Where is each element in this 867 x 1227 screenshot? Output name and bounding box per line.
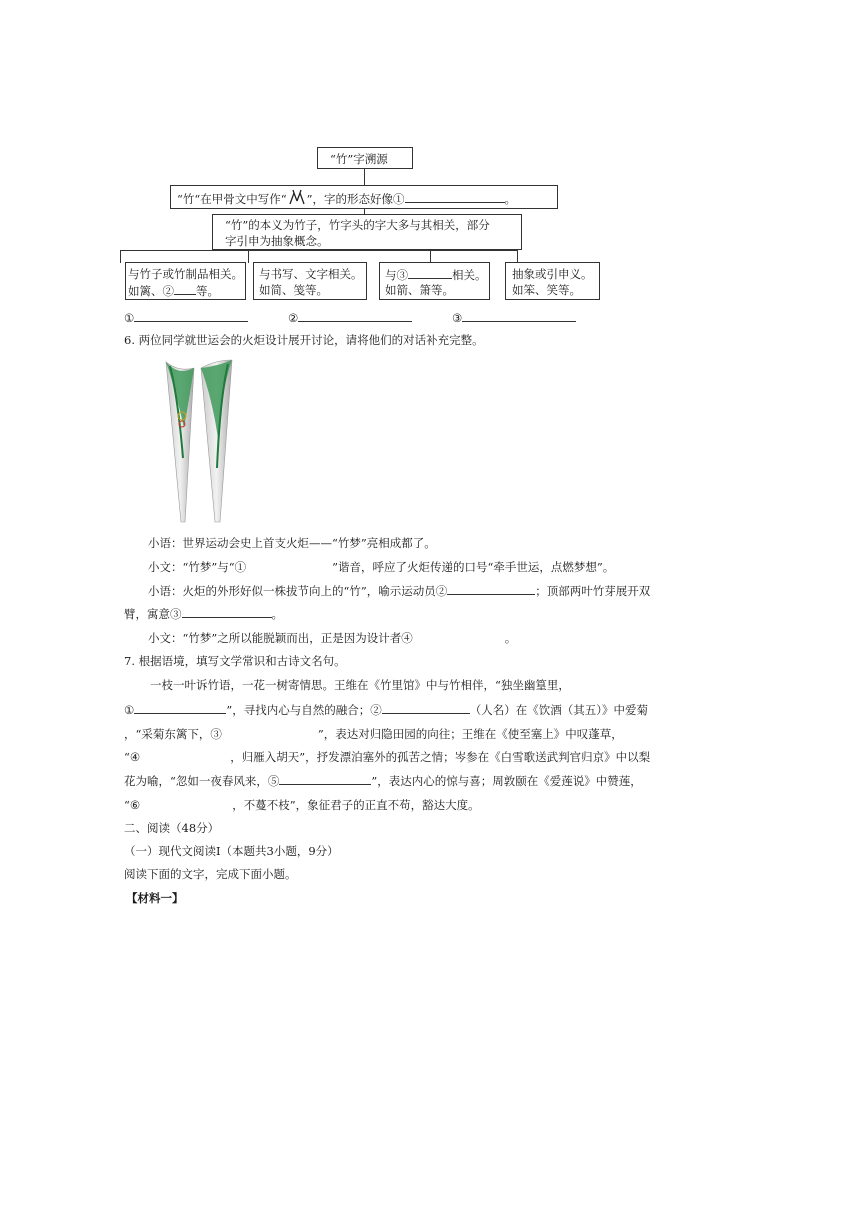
q7-line-4-a: “④ (124, 750, 141, 764)
q7-line-5 (124, 772, 642, 789)
meaning-box (212, 214, 522, 250)
q7-blank-1[interactable] (134, 701, 226, 714)
q6-line-4-b: 。 (271, 607, 283, 621)
q6-line-2-b: ”谐音，呼应了火炬传递的口号“牵手世运，点燃梦想”。 (332, 560, 615, 574)
q7-line-3 (124, 725, 623, 742)
section-subheading: （一）现代文阅读Ⅰ（本题共3小题，9分） (124, 844, 339, 858)
q7-line-2-b: ”，寻找内心与自然的融合；② (226, 703, 382, 717)
q7-line-6-a: “⑥ (124, 798, 141, 812)
meaning-line-1: “竹”的本义为竹子，竹字头的字大多与其相关，部分 (225, 218, 490, 232)
q6-line-5-b: 。 (504, 631, 517, 645)
branch-box-3 (379, 262, 490, 300)
origin-box: “竹“在甲骨文中写作“ ”，字的形态好像① 。 (170, 185, 558, 209)
answer-label-2: ② (288, 311, 299, 325)
answer-label-3: ③ (452, 311, 463, 325)
q7-line-2-a: ① (124, 703, 135, 717)
branch-2-line-1: 与书写、文字相关。 (259, 267, 363, 281)
q6-blank-2[interactable] (447, 582, 535, 595)
q6-line-2 (148, 558, 614, 575)
torch-image (160, 358, 240, 526)
q6-line-1 (148, 535, 436, 551)
q6-blank-1[interactable] (246, 558, 332, 571)
q6-line-3-b: ；顶部两叶竹芽展开双 (535, 584, 651, 598)
q7-line-2-c: （人名）在《饮酒（其五）》中爱菊 (469, 703, 648, 717)
q7-blank-4[interactable] (140, 748, 230, 761)
q6-blank-4[interactable] (413, 629, 505, 642)
q6-line-4 (124, 605, 283, 622)
answer-line-2[interactable] (298, 309, 412, 322)
q7-line-5-b: ”，表达内心的惊与喜；周敦颐在《爱莲说》中赞莲， (371, 774, 642, 788)
q6-line-5-a: 小文：“竹梦”之所以能脱颖而出，正是因为设计者④ (148, 631, 413, 645)
connector (364, 169, 365, 185)
diagram-title-box (317, 147, 413, 169)
q7-line-1 (150, 677, 570, 693)
q6-blank-3[interactable] (182, 605, 272, 618)
answer-line-3[interactable] (462, 309, 576, 322)
origin-text-pre: “竹“在甲骨文中写作“ (177, 192, 287, 206)
q7-line-3-b: ”，表达对归隐田园的向往；王维在《使至塞上》中叹蓬草， (317, 727, 623, 741)
answer-blank-1[interactable] (405, 190, 505, 203)
branch-3-line-2: 如箭、箫等。 (385, 283, 454, 297)
branch-1-line-2-end: 等。 (196, 284, 219, 298)
branch-3-line-1: 与③ (385, 268, 408, 282)
branch-1-line-2: 如篱、② (128, 284, 174, 298)
answer-blank-2[interactable] (174, 282, 196, 295)
branch-2-line-2: 如简、笺等。 (259, 283, 328, 297)
q6-line-2-a: 小文：“竹梦”与“① (148, 560, 247, 574)
q7-blank-3[interactable] (222, 725, 318, 738)
branch-4-line-1: 抽象或引申义。 (512, 267, 593, 281)
answer-line-1[interactable] (134, 309, 248, 322)
branch-box-1 (125, 262, 246, 300)
origin-text-post: ”，字的形态好像① (306, 192, 405, 206)
material-label: 【材料一】 (126, 891, 184, 905)
q7-line-5-a: 花为喻，“忽如一夜春风来，⑤ (124, 774, 280, 788)
q6-line-3 (148, 582, 650, 599)
q6-line-4-a: 臂，寓意③ (124, 607, 182, 621)
branch-connector (248, 250, 249, 263)
q6-line-3-a: 小语：火炬的外形好似一株拔节向上的“竹”，喻示运动员② (148, 584, 448, 598)
branch-connector (120, 250, 518, 251)
q7-blank-5[interactable] (279, 772, 371, 785)
q7-line-4-b: ，归雁入胡天”，抒发漂泊塞外的孤苦之情；岑参在《白雪歌送武判官归京》中以梨 (230, 750, 651, 764)
oracle-bone-glyph-icon (287, 189, 307, 203)
q7-prompt: 7. 根据语境，填写文学常识和古诗文名句。 (124, 654, 346, 668)
answer-label-1: ① (124, 311, 135, 325)
branch-connector (120, 250, 121, 263)
q7-line-2 (124, 701, 648, 718)
branch-1-line-1: 与竹子或竹制品相关。 (128, 267, 243, 281)
diagram-title: “竹”字溯源 (330, 152, 388, 166)
section-instruction: 阅读下面的文字，完成下面小题。 (124, 867, 297, 881)
q7-line-1-text: 一枝一叶诉竹语，一花一树寄情思。王维在《竹里馆》中与竹相伴，“独坐幽篁里， (150, 678, 570, 692)
q7-blank-2[interactable] (382, 701, 470, 714)
meaning-line-2: 字引申为抽象概念。 (225, 234, 329, 248)
q7-line-4 (124, 748, 650, 765)
q7-line-6 (124, 796, 480, 813)
section-heading: 二、阅读（48分） (124, 821, 220, 835)
q7-blank-6[interactable] (140, 796, 232, 809)
q7-line-3-a: ，“采菊东篱下，③ (124, 727, 222, 741)
q6-line-5 (148, 629, 516, 646)
q6-prompt: 6. 两位同学就世运会的火炬设计展开讨论，请将他们的对话补充完整。 (124, 333, 484, 347)
branch-4-line-2: 如笨、笑等。 (512, 283, 581, 297)
branch-3-line-1-end: 相关。 (452, 268, 487, 282)
answer-blank-3[interactable] (408, 266, 452, 279)
branch-box-4 (505, 262, 600, 300)
q7-line-6-b: ，不蔓不枝”，象征君子的正直不苟，豁达大度。 (232, 798, 480, 812)
branch-box-2 (253, 262, 367, 300)
q6-line-1-text: 小语：世界运动会史上首支火炬——“竹梦”亮相成都了。 (148, 536, 436, 550)
